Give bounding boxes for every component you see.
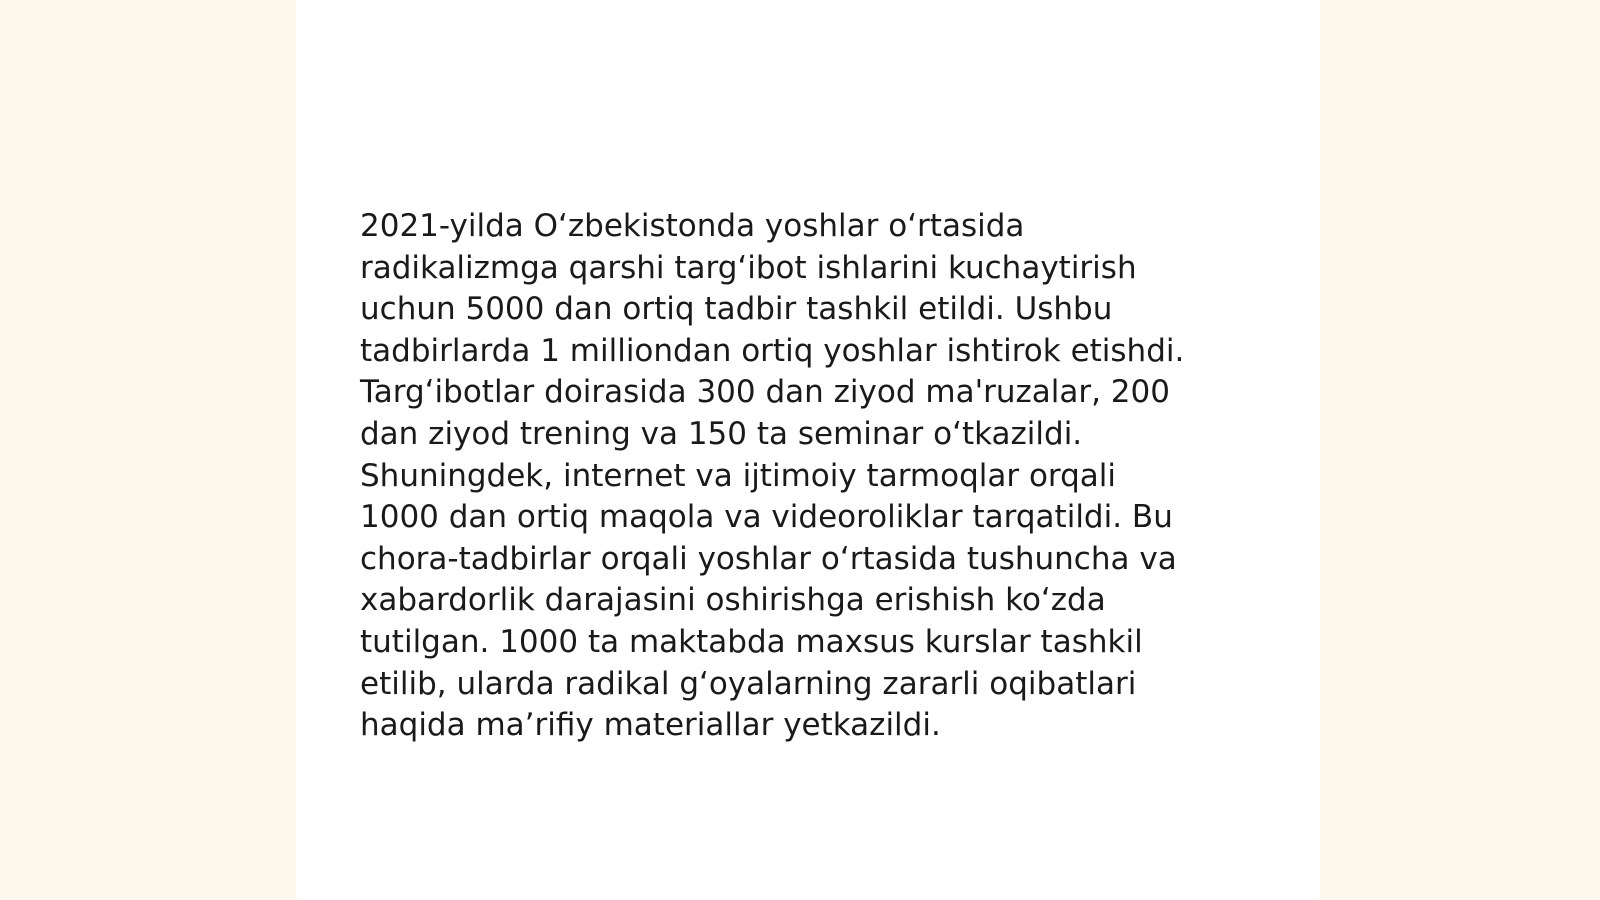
paragraph-line: haqida ma’rifiy materiallar yetkazildi. (360, 707, 941, 744)
body-paragraph (360, 206, 1240, 747)
paragraph-line: chora-tadbirlar orqali yoshlar o‘rtasida tushuncha va (360, 540, 1177, 577)
paragraph-line: xabardorlik darajasini oshirishga erishish ko‘zda (360, 582, 1106, 619)
paragraph-line: Targ‘ibotlar doirasida 300 dan ziyod ma'ruzalar, 200 (360, 374, 1170, 411)
document-page (296, 0, 1320, 900)
paragraph-line: 1000 dan ortiq maqola va videoroliklar tarqatildi. Bu (360, 499, 1173, 536)
paragraph-line: Shuningdek, internet va ijtimoiy tarmoqlar orqali (360, 457, 1117, 494)
paragraph-line: radikalizmga qarshi targ‘ibot ishlarini kuchaytirish (360, 249, 1137, 286)
paragraph-line: uchun 5000 dan ortiq tadbir tashkil etildi. Ushbu (360, 291, 1113, 328)
paragraph-line: etilib, ularda radikal g‘oyalarning zararli oqibatlari (360, 665, 1137, 702)
paragraph-line: dan ziyod trening va 150 ta seminar o‘tkazildi. (360, 415, 1083, 452)
paragraph-line: 2021-yilda O‘zbekistonda yoshlar o‘rtasida (360, 208, 1025, 244)
paragraph-line: tadbirlarda 1 milliondan ortiq yoshlar ishtirok etishdi. (360, 332, 1185, 369)
paragraph-line: tutilgan. 1000 ta maktabda maxsus kurslar tashkil (360, 623, 1143, 660)
